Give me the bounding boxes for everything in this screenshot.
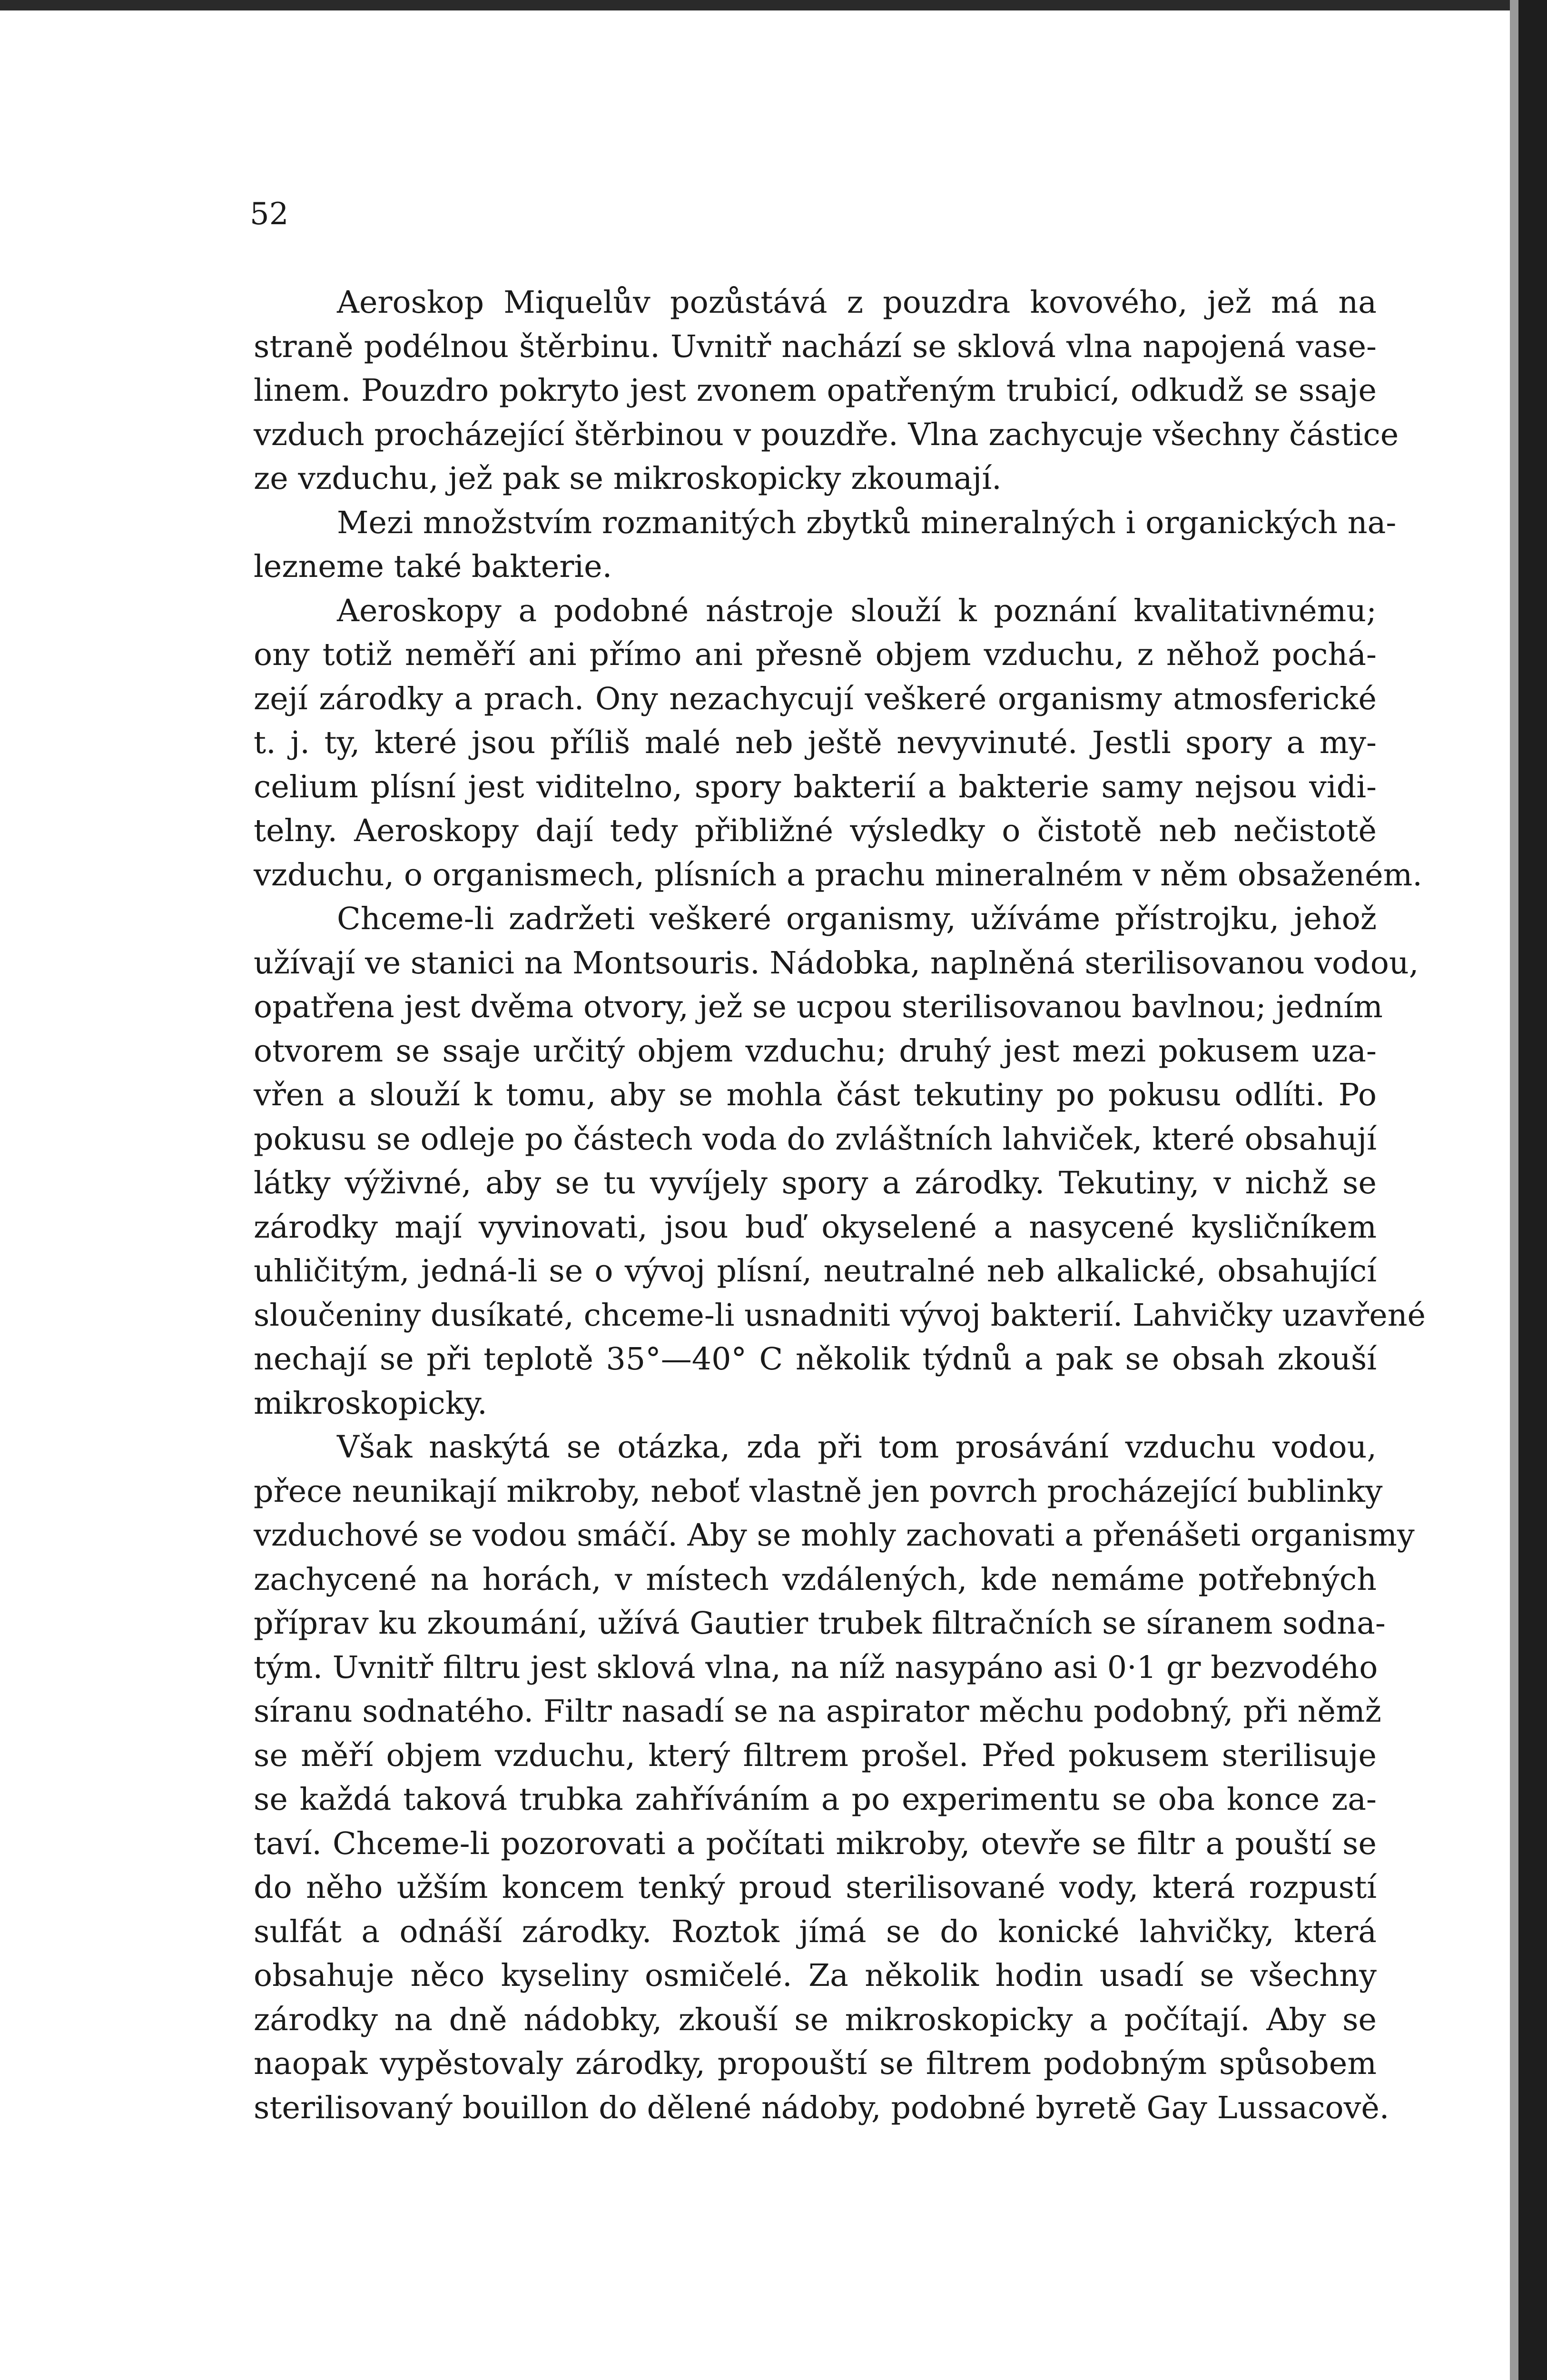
text-line: Však naskýtá se otázka, zda při tom prosávání vzduchu vodou, [337,1429,1377,1465]
text-line: příprav ku zkoumání, užívá Gautier trubek filtračních se síranem sodna- [254,1606,1386,1641]
text-line: zárodky na dně nádobky, zkouší se mikroskopicky a počítají. Aby se [254,2002,1377,2038]
text-line: zachycené na horách, v místech vzdálených, kde nemáme potřebných [254,1561,1377,1597]
text-line: Aeroskop Miquelův pozůstává z pouzdra kovového, jež má na [337,285,1377,320]
text-line: lezneme také bakterie. [254,549,612,585]
text-line: látky výživné, aby se tu vyvíjely spory a zárodky. Tekutiny, v nichž se [254,1165,1377,1201]
text-line: linem. Pouzdro pokryto jest zvonem opatřeným trubicí, odkudž se ssaje [254,373,1377,408]
paragraph-1 [254,281,1399,501]
text-line: nechají se při teplotě 35°—40° C několik týdnů a pak se obsah zkouší [254,1341,1377,1377]
text-line: taví. Chceme-li pozorovati a počítati mikroby, otevře se filtr a pouští se [254,1825,1377,1862]
paragraph-4 [254,897,1426,1426]
text-line: vzduchové se vodou smáčí. Aby se mohly zachovati a přenášeti organismy [254,1517,1415,1553]
text-line: do něho užším koncem tenký proud sterilisované vody, která rozpustí [254,1870,1377,1905]
text-line: Mezi množstvím rozmanitých zbytků mineralných i organických na- [337,505,1397,541]
text-line: mikroskopicky. [254,1385,487,1421]
text-line: přece neunikají mikroby, neboť vlastně jen povrch procházející bublinky [254,1473,1383,1509]
scan-border-right [1518,0,1547,2380]
text-line: sulfát a odnáší zárodky. Roztok jímá se do konické lahvičky, která [254,1914,1377,1950]
text-line: uhličitým, jedná-li se o vývoj plísní, neutralné neb alkalické, obsahující [254,1253,1377,1289]
text-line: vzduch procházející štěrbinou v pouzdře. Vlna zachycuje všechny částice [254,416,1399,453]
scan-border-top [0,0,1547,10]
paragraph-5 [254,1426,1415,2130]
text-line: sloučeniny dusíkaté, chceme-li usnadniti vývoj bakterií. Lahvičky uzavřené [254,1297,1426,1333]
text-line: pokusu se odleje po částech voda do zvláštních lahviček, které obsahují [254,1121,1377,1157]
text-line: ony totiž neměří ani přímo ani přesně objem vzduchu, z něhož pochá- [254,637,1377,673]
body-text [254,281,1426,2130]
text-line: telny. Aeroskopy dají tedy přibližné výsledky o čistotě neb nečistotě [254,813,1377,849]
text-line: opatřena jest dvěma otvory, jež se ucpou sterilisovanou bavlnou; jedním [254,989,1383,1025]
text-line: se měří objem vzduchu, který filtrem prošel. Před pokusem sterilisuje [254,1737,1377,1774]
text-line: se každá taková trubka zahříváním a po experimentu se oba konce za- [254,1782,1377,1817]
text-line: Chceme-li zadržeti veškeré organismy, užíváme přístrojku, jehož [337,901,1377,937]
text-line: straně podélnou štěrbinu. Uvnitř nachází se sklová vlna napojená vase- [254,328,1377,365]
text-line: zárodky mají vyvinovati, jsou buď okyselené a nasycené kysličníkem [254,1209,1377,1245]
text-line: vzduchu, o organismech, plísních a prachu mineralném v něm obsaženém. [254,857,1422,893]
paragraph-2 [254,501,1397,589]
text-line: t. j. ty, které jsou příliš malé neb ještě nevyvinuté. Jestli spory a my- [254,725,1377,761]
text-line: otvorem se ssaje určitý objem vzduchu; druhý jest mezi pokusem uza- [254,1033,1377,1069]
text-line: celium plísní jest viditelno, spory bakterií a bakterie samy nejsou vidi- [254,769,1377,805]
paragraph-3 [254,589,1422,898]
text-line: naopak vypěstovaly zárodky, propouští se filtrem podobným spůsobem [254,2046,1377,2082]
text-line: ze vzduchu, jež pak se mikroskopicky zkoumají. [254,461,1002,496]
page-number: 52 [250,197,289,232]
text-line: Aeroskopy a podobné nástroje slouží k poznání kvalitativnému; [337,593,1377,629]
text-line: obsahuje něco kyseliny osmičelé. Za několik hodin usadí se všechny [254,1958,1377,1993]
scan-border-right-shadow [1510,0,1518,2380]
text-line: sterilisovaný bouillon do dělené nádoby, podobné byretě Gay Lussacově. [254,2090,1389,2126]
text-line: tým. Uvnitř filtru jest sklová vlna, na níž nasypáno asi 0·1 gr bezvodého [254,1649,1378,1686]
text-line: užívají ve stanici na Montsouris. Nádobka, naplněná sterilisovanou vodou, [254,945,1419,981]
text-line: vřen a slouží k tomu, aby se mohla část tekutiny po pokusu odlíti. Po [254,1077,1377,1113]
text-line: zejí zárodky a prach. Ony nezachycují veškeré organismy atmosferické [254,681,1377,717]
text-line: síranu sodnatého. Filtr nasadí se na aspirator měchu podobný, při němž [254,1694,1381,1729]
